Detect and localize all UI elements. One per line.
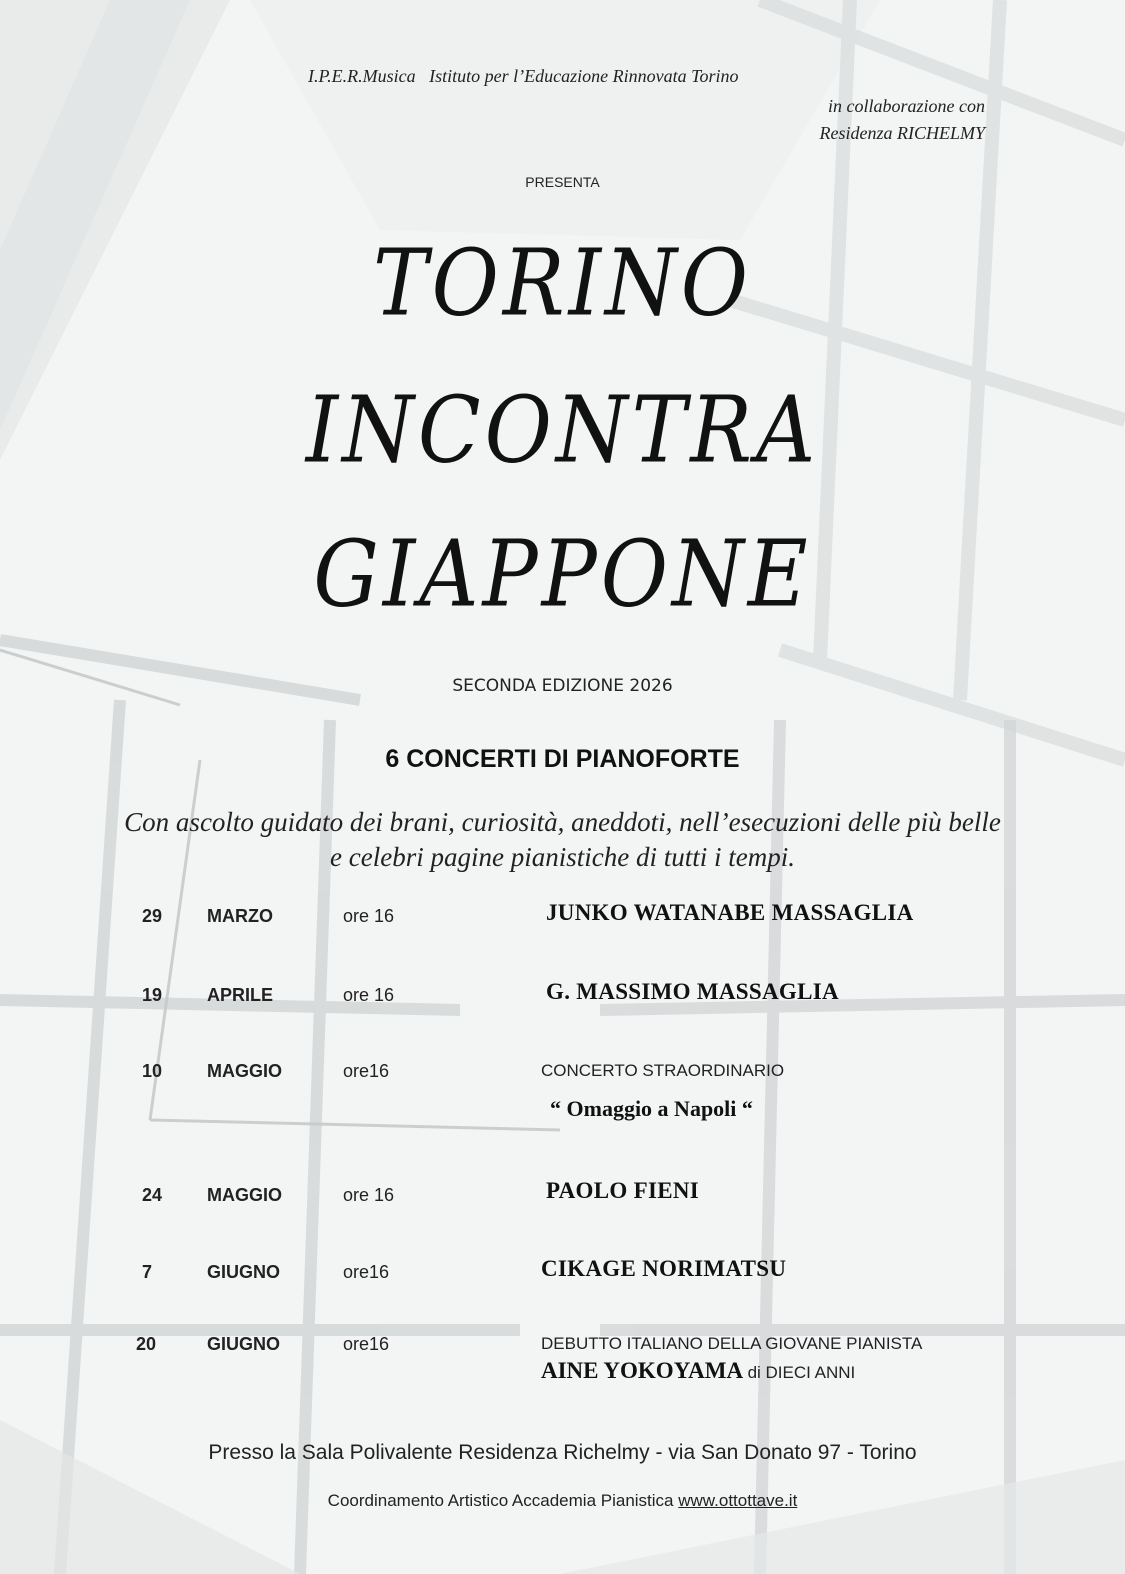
concerts-heading: 6 CONCERTI DI PIANOFORTE <box>385 745 740 773</box>
schedule-performer-line <box>541 1358 855 1384</box>
schedule-performer: G. MASSIMO MASSAGLIA <box>546 979 839 1004</box>
schedule-month: MARZO <box>207 906 273 926</box>
schedule-day: 24 <box>141 1185 162 1205</box>
schedule-note: CONCERTO STRAORDINARIO <box>541 1061 785 1080</box>
title-line-1: TORINO <box>372 230 753 337</box>
schedule-month: APRILE <box>207 985 274 1005</box>
schedule-month: GIUGNO <box>207 1262 281 1282</box>
schedule-day: 29 <box>141 906 162 926</box>
schedule-month: GIUGNO <box>207 1334 281 1354</box>
schedule-performer-suffix: di DIECI ANNI <box>747 1363 856 1382</box>
schedule-day: 7 <box>141 1262 152 1282</box>
title-line-3: GIAPPONE <box>313 521 812 628</box>
schedule-day: 19 <box>141 985 162 1005</box>
collaboration-line: in collaborazione con <box>828 96 985 116</box>
title-line-2: INCONTRA <box>305 377 820 484</box>
schedule-time: ore16 <box>343 1262 390 1282</box>
schedule-note: DEBUTTO ITALIANO DELLA GIOVANE PIANISTA <box>541 1334 923 1353</box>
footer-credit <box>0 1491 1125 1511</box>
schedule-performer: “ Omaggio a Napoli “ <box>550 1096 753 1121</box>
schedule-time: ore16 <box>343 1334 390 1354</box>
website-link[interactable]: www.ottottave.it <box>678 1491 798 1510</box>
partner-name: Residenza RICHELMY <box>819 123 985 143</box>
schedule-time: ore 16 <box>343 985 395 1005</box>
schedule-performer: PAOLO FIENI <box>546 1178 700 1203</box>
schedule-month: MAGGIO <box>207 1061 282 1081</box>
description-line-2: e celebri pagine pianistiche di tutti i tempi. <box>330 842 795 872</box>
schedule-performer: AINE YOKOYAMA <box>541 1358 744 1383</box>
venue-address: Presso la Sala Polivalente Residenza Richelmy - via San Donato 97 - Torino <box>208 1441 917 1464</box>
edition-label: SECONDA EDIZIONE 2026 <box>452 676 673 696</box>
schedule-performer: CIKAGE NORIMATSU <box>541 1256 787 1281</box>
schedule-time: ore 16 <box>343 1185 395 1205</box>
schedule-day: 10 <box>141 1061 162 1081</box>
schedule-month: MAGGIO <box>207 1185 282 1205</box>
schedule-performer: JUNKO WATANABE MASSAGLIA <box>546 900 914 925</box>
presents-label: PRESENTA <box>525 174 600 190</box>
description <box>40 805 1085 875</box>
schedule-day: 20 <box>135 1334 156 1354</box>
schedule-time: ore 16 <box>343 906 395 926</box>
footer-text: Coordinamento Artistico Accademia Pianistica <box>327 1491 674 1510</box>
schedule-time: ore16 <box>343 1061 390 1081</box>
organizer-line: I.P.E.R.Musica Istituto per l’Educazione Rinnovata Torino <box>308 66 739 86</box>
description-line-1: Con ascolto guidato dei brani, curiosità, aneddoti, nell’esecuzioni delle più belle <box>124 807 1001 837</box>
